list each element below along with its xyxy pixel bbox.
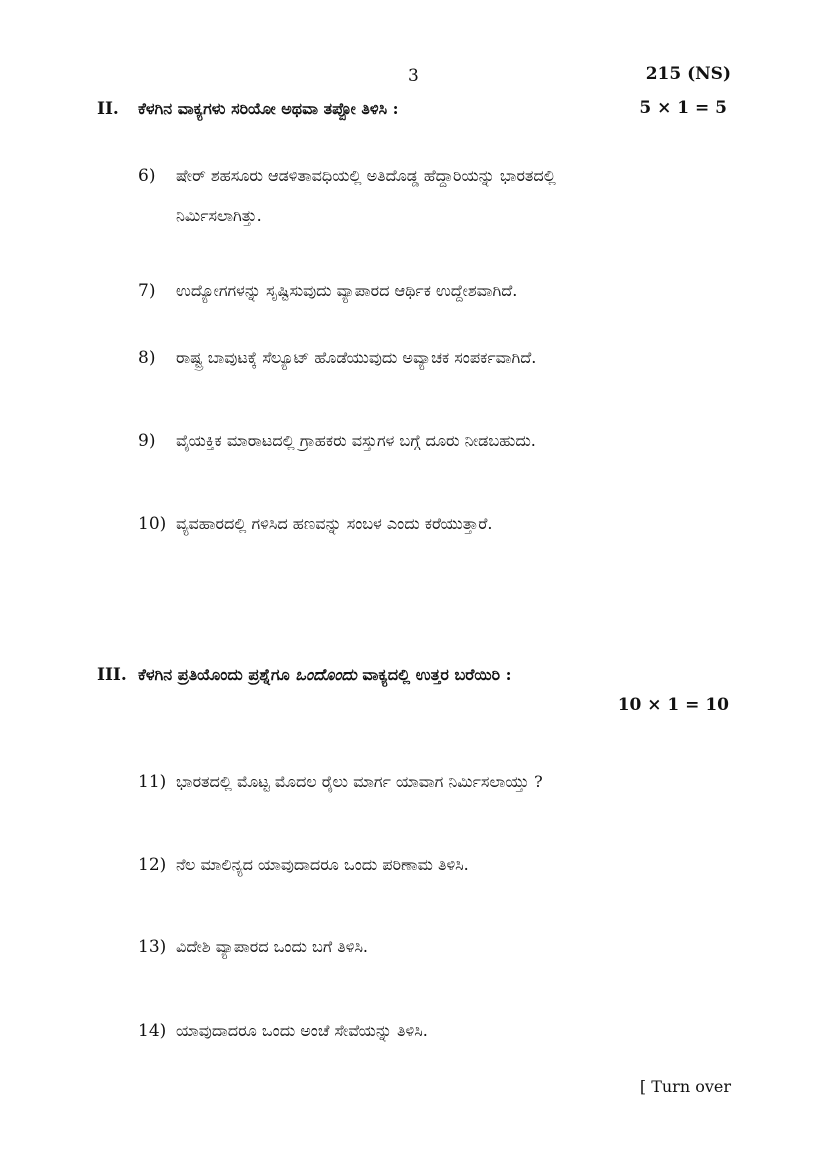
question-text: ಷೇರ್ ಶಹಸೂರು ಆಡಳಿತಾವಧಿಯಲ್ಲಿ ಅತಿದೊಡ್ಡ ಹೆದ್ದಾರಿಯನ್ನು ಭಾರತದಲ್ಲಿ: [176, 166, 556, 185]
question-number: 8): [138, 348, 156, 368]
question-text: ವೈಯಕ್ತಿಕ ಮಾರಾಟದಲ್ಲಿ ಗ್ರಾಹಕರು ವಸ್ತುಗಳ ಬಗ್ಗೆ ದೂರು ನೀಡಬಹುದು.: [176, 431, 536, 450]
question-number: 11): [138, 772, 167, 792]
question-text: ಉದ್ಯೋಗಗಳನ್ನು ಸೃಷ್ಟಿಸುವುದು ವ್ಯಾಪಾರದ ಆರ್ಥಿಕ ಉದ್ದೇಶವಾಗಿದೆ.: [176, 281, 518, 300]
section-3-number: III.: [97, 665, 127, 685]
question-text: ವಿದೇಶಿ ವ್ಯಾಪಾರದ ಒಂದು ಬಗೆ ತಿಳಿಸಿ.: [176, 937, 369, 956]
page-number: 3: [408, 66, 419, 86]
question-number: 12): [138, 855, 167, 875]
question-text: ವ್ಯವಹಾರದಲ್ಲಿ ಗಳಿಸಿದ ಹಣವನ್ನು ಸಂಬಳ ಎಂದು ಕರೆಯುತ್ತಾರೆ.: [176, 514, 493, 533]
turn-over-note: [ Turn over: [639, 1077, 731, 1096]
question-text: ನೆಲ ಮಾಲಿನ್ಯದ ಯಾವುದಾದರೂ ಒಂದು ಪರಿಣಾಮ ತಿಳಿಸಿ.: [176, 855, 469, 874]
section-3-instruction-emphasis: ಒಂದೊಂದು: [295, 665, 357, 684]
section-3-instruction-pre: ಕೆಳಗಿನ ಪ್ರತಿಯೊಂದು ಪ್ರಶ್ನೆಗೂ: [138, 665, 290, 684]
question-number: 6): [138, 166, 156, 186]
question-number: 13): [138, 937, 167, 957]
section-2-instruction: ಕೆಳಗಿನ ವಾಕ್ಯಗಳು ಸರಿಯೋ ಅಥವಾ ತಪ್ಪೋ ತಿಳಿಸಿ :: [138, 99, 399, 118]
question-text-continued: ನಿರ್ಮಿಸಲಾಗಿತ್ತು.: [176, 206, 262, 225]
question-text: ಯಾವುದಾದರೂ ಒಂದು ಅಂಚೆ ಸೇವೆಯನ್ನು ತಿಳಿಸಿ.: [176, 1021, 428, 1040]
section-3-instruction-post: ವಾಕ್ಯದಲ್ಲಿ ಉತ್ತರ ಬರೆಯಿರಿ :: [362, 665, 512, 684]
question-number: 10): [138, 514, 167, 534]
question-number: 9): [138, 431, 156, 451]
section-3-marks: 10 × 1 = 10: [617, 695, 729, 715]
section-2-number: II.: [97, 99, 119, 119]
question-number: 14): [138, 1021, 167, 1041]
paper-code: 215 (NS): [645, 64, 731, 84]
section-2-marks: 5 × 1 = 5: [639, 98, 727, 118]
question-text: ಭಾರತದಲ್ಲಿ ಮೊಟ್ಟ ಮೊದಲ ರೈಲು ಮಾರ್ಗ ಯಾವಾಗ ನಿರ್ಮಿಸಲಾಯ್ತು ?: [176, 772, 543, 791]
question-text: ರಾಷ್ಟ್ರ ಬಾವುಟಕ್ಕೆ ಸೆಲ್ಯೂಟ್ ಹೊಡೆಯುವುದು ಅವ್ಯಾಚಕ ಸಂಪರ್ಕವಾಗಿದೆ.: [176, 348, 537, 367]
question-number: 7): [138, 281, 156, 301]
section-3-instruction: [138, 665, 512, 685]
